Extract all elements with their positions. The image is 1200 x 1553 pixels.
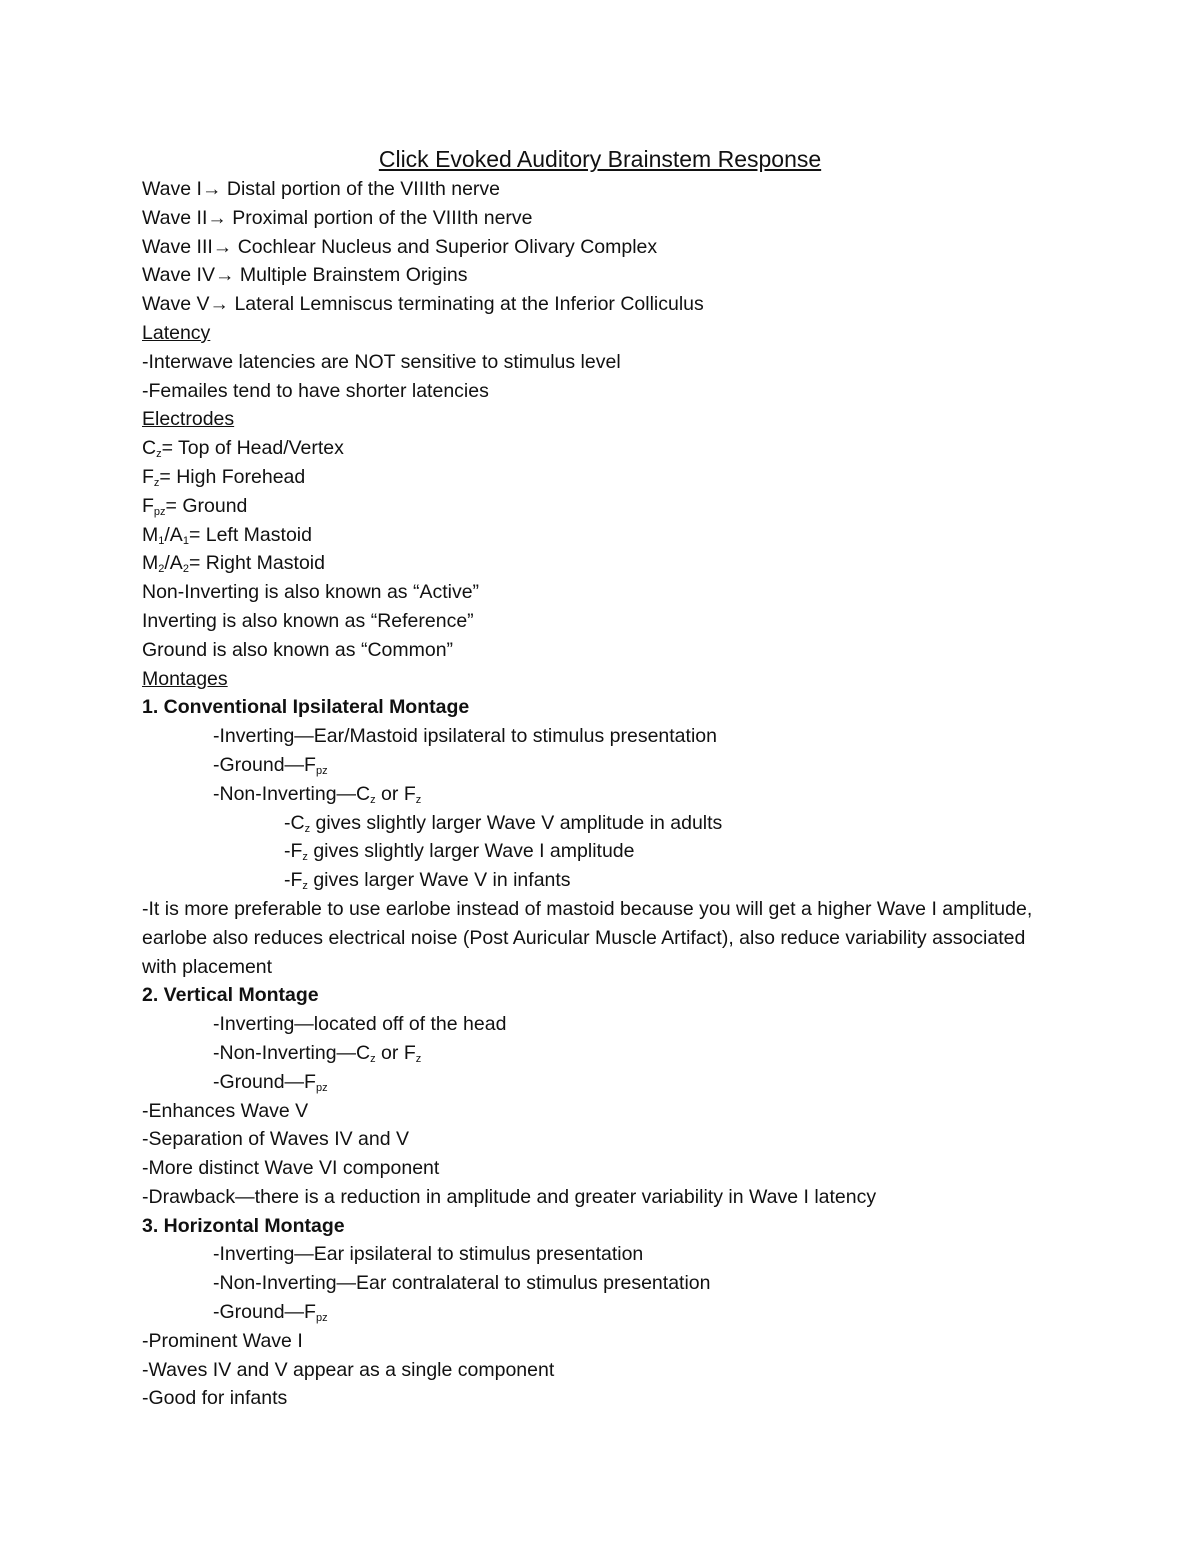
montage-2-noninverting: $-Non-Inverting—C_z$ or $F_z$: [213, 1041, 422, 1065]
montage-3-note: -Good for infants: [142, 1387, 288, 1410]
wave-3-line: Wave III→ Cochlear Nucleus and Superior Olivary Complex: [142, 235, 658, 258]
wave-1-line: Wave I→ Distal portion of the VIIIth nerve: [142, 178, 501, 200]
electrode-note: Inverting is also known as “Reference”: [142, 609, 474, 632]
montage-1-title: 1. Conventional Ipsilateral Montage: [142, 696, 470, 719]
electrodes-heading: Electrodes: [142, 408, 235, 431]
electrode-cz: $C_z=$ Top of Head/Vertex: [142, 437, 344, 461]
montage-1-noninverting: $-Non-Inverting—C_z$ or $F_z$: [213, 782, 422, 806]
wave-2-line: Wave II→ Proximal portion of the VIIIth nerve: [142, 206, 533, 229]
montage-3-ground: $-Ground—F_{pz}$: [213, 1301, 328, 1325]
montage-3-note: -Waves IV and V appear as a single component: [142, 1358, 555, 1381]
electrode-fpz: $F_{pz}=$ Ground: [142, 494, 248, 518]
latency-item: -Femailes tend to have shorter latencies: [142, 379, 489, 402]
electrode-m1: $M_1/A_1=$ Left Mastoid: [142, 523, 312, 547]
montage-2-note: -Enhances Wave V: [142, 1099, 309, 1122]
montage-1-subitem: $-F_z$ gives slightly larger Wave I amplitude: [284, 840, 635, 864]
wave-4-line: Wave IV→ Multiple Brainstem Origins: [142, 264, 468, 287]
electrode-fz: $F_z=$ High Forehead: [142, 465, 306, 489]
montage-1-subitem: $-C_z$ gives slightly larger Wave V amplitude in adults: [284, 811, 723, 835]
montage-1-note: -It is more preferable to use earlobe instead of mastoid because you will get a higher Wave I amplitude, earlobe also reduces electrical noise (Post Auricular Muscle Artifact), also reduce variability associated with placement: [142, 897, 1033, 978]
montage-3-inverting: -Inverting—Ear ipsilateral to stimulus presentation: [213, 1243, 644, 1266]
montage-1-inverting: -Inverting—Ear/Mastoid ipsilateral to stimulus presentation: [213, 725, 717, 748]
electrode-note: Non-Inverting is also known as “Active”: [142, 581, 480, 604]
document-body: [142, 175, 1042, 1413]
montage-1-ground: $-Ground—F_{pz}$: [213, 753, 328, 777]
montage-2-note: -More distinct Wave VI component: [142, 1157, 440, 1180]
montage-3-title: 3. Horizontal Montage: [142, 1214, 345, 1237]
montage-3-noninverting: -Non-Inverting—Ear contralateral to stimulus presentation: [213, 1272, 711, 1295]
latency-item: -Interwave latencies are NOT sensitive to stimulus level: [142, 350, 621, 373]
montage-2-note: -Drawback—there is a reduction in amplitude and greater variability in Wave I latency: [142, 1185, 877, 1208]
montage-3-note: -Prominent Wave I: [142, 1329, 303, 1352]
latency-heading: Latency: [142, 321, 211, 344]
montage-2-note: -Separation of Waves IV and V: [142, 1128, 410, 1151]
montage-2-title: 2. Vertical Montage: [142, 984, 319, 1007]
montage-2-inverting: -Inverting—located off of the head: [213, 1013, 507, 1036]
montage-2-ground: $-Ground—F_{pz}$: [213, 1070, 328, 1094]
wave-5-line: Wave V→ Lateral Lemniscus terminating at the Inferior Colliculus: [142, 293, 704, 316]
montage-1-subitem: $-F_z$ gives larger Wave V in infants: [284, 869, 571, 893]
electrode-m2: $M_2/A_2=$ Right Mastoid: [142, 552, 325, 576]
electrode-note: Ground is also known as “Common”: [142, 638, 454, 661]
montages-heading: Montages: [142, 667, 228, 690]
document-title: Click Evoked Auditory Brainstem Response: [378, 146, 822, 172]
